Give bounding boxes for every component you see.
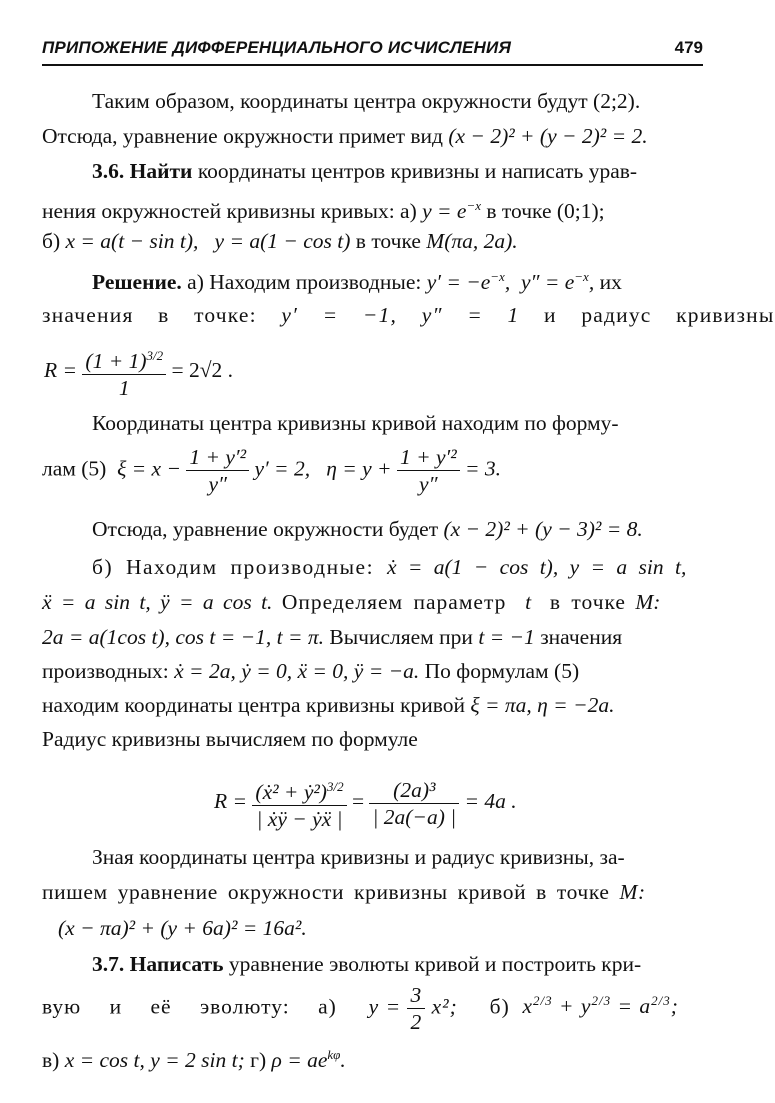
formula-part: η = y + (326, 456, 392, 481)
paragraph-text: уравнение эволюты кривой и построить кри- (228, 952, 642, 976)
formula: y′ = −e (426, 270, 491, 295)
radius-formula (214, 774, 517, 832)
header-title: ПРИПОЖЕНИЕ ДИФФЕРЕНЦИАЛЬНОГО ИСЧИСЛЕНИЯ (42, 38, 512, 57)
text-line (42, 587, 704, 617)
text-line (92, 949, 704, 979)
problem-keyword: Найти (129, 159, 193, 183)
formula: M(πa, 2a). (426, 229, 518, 253)
curvature-radius-formula (44, 343, 233, 401)
text-line (42, 877, 704, 907)
formula-part: = (351, 789, 365, 814)
formula: ẋ = 2a, ẏ = 0, ẍ = 0, ÿ = −a. (174, 659, 420, 683)
text-line (42, 226, 704, 256)
paragraph-text: Таким образом, координаты центра окружности будут (2;2). (92, 89, 641, 113)
formula: M: (635, 590, 661, 614)
problem-number: 3.6. (92, 159, 125, 183)
paragraph-text: и (544, 303, 557, 327)
paragraph-text: нения окружностей кривизны кривых: а) (42, 199, 417, 224)
paragraph-text: б) (42, 229, 61, 253)
fraction-numerator: 1 + y′² (397, 444, 460, 471)
center-formula-line (42, 444, 501, 497)
paragraph-text: Координаты центра кривизны кривой находим по форму- (92, 411, 619, 435)
paragraph-text: в точке (549, 590, 626, 614)
paragraph-text: Отсюда, уравнение окружности примет вид (42, 124, 443, 148)
text-line (58, 913, 558, 943)
formula-superscript: 3/2 (326, 779, 344, 794)
paragraph-text: а) Находим производные: (187, 270, 422, 295)
formula: y″ = e (520, 270, 575, 295)
formula: y″ = 1 (421, 303, 520, 327)
fraction-numerator: (2a)³ (369, 777, 459, 804)
running-header (42, 34, 703, 66)
fraction (369, 777, 459, 830)
formula-part: ξ = x − (117, 456, 181, 481)
paragraph-text: значения (42, 303, 134, 327)
fraction-numerator: (ẋ² + ẏ²) (255, 780, 327, 805)
formula-superscript: −x (466, 198, 482, 213)
paragraph-text: По формулам (5) (424, 659, 580, 683)
formula: M: (619, 880, 646, 904)
formula: (x − πa)² + (y + 6a)² = 16a². (58, 916, 307, 940)
paragraph-text: значения (540, 625, 623, 649)
text-line: в) x = cos t, y = 2 sin t; г) $\rho = ae^{k\varphi}$. (42, 1047, 346, 1073)
formula-part: x²; (431, 994, 458, 1019)
formula-part: y′ = 2, (254, 456, 311, 481)
formula-superscript: −x (574, 269, 589, 284)
text-line (92, 842, 704, 872)
paragraph-text: их (599, 270, 622, 295)
formula: ξ = πa, η = −2a. (470, 693, 615, 717)
formula: t (525, 590, 532, 614)
fraction (82, 343, 166, 401)
formula-superscript: 3/2 (146, 348, 164, 363)
text-line (92, 156, 704, 186)
paragraph-text: в точке (0;1); (486, 199, 605, 224)
paragraph-text: в) (42, 1048, 60, 1073)
formula-superscript: kφ (327, 1047, 341, 1062)
text-line (42, 690, 704, 720)
paragraph-text: Зная координаты центра кривизны и радиус кривизны, за- (92, 845, 625, 869)
formula: ẍ = a sin t, ÿ = a cos t. (42, 590, 273, 614)
fraction-denominator: | ẋÿ − ẏẍ | (256, 807, 343, 832)
text-line: Решение. а) Находим производные: $y' = -e^{-x}$, $y'' = e^{-x}$, их (92, 269, 622, 295)
formula: 2a = a(1cos t), cos t = −1, t = π. (42, 625, 324, 649)
fraction-numerator: 3 (407, 982, 425, 1009)
solution-keyword: Решение. (92, 270, 182, 295)
paragraph-text: Отсюда, уравнение окружности будет (92, 517, 439, 541)
fraction-denominator: y″ (419, 472, 438, 496)
fraction (407, 982, 425, 1035)
fraction-denominator: | 2a(−a) | (372, 804, 457, 829)
formula: (x − 2)² + (y − 3)² = 8. (443, 517, 643, 541)
fraction-denominator: 2 (410, 1010, 423, 1034)
paragraph-text: г) (250, 1048, 267, 1073)
formula: x = cos t, y = 2 sin t; (64, 1048, 245, 1073)
paragraph-text: в (158, 303, 170, 327)
text-line (42, 121, 704, 151)
text-line (42, 300, 775, 330)
paragraph-text: кривизны (676, 303, 775, 327)
paragraph-text: в точке (355, 229, 421, 253)
page-number: 479 (674, 38, 703, 57)
formula: y = a(1 − cos t) (214, 229, 351, 253)
paragraph-text: пишем уравнение окружности кривизны кривой в точке (42, 880, 610, 904)
problem-keyword: Написать (129, 952, 224, 976)
fraction (186, 444, 249, 497)
paragraph-text: Вычисляем при (329, 625, 473, 649)
text-line (92, 552, 704, 582)
text-line (42, 622, 704, 652)
problem-items-line (42, 982, 679, 1035)
formula: ρ = ae (271, 1048, 328, 1073)
formula: (x − 2)² + (y − 2)² = 2. (448, 124, 648, 148)
paragraph-text: б) Находим производные: (92, 555, 375, 579)
fraction-denominator: y″ (208, 472, 227, 496)
formula-superscript: −x (490, 269, 505, 284)
text-line (42, 656, 704, 686)
paragraph-text: б) (489, 994, 510, 1019)
formula-part: = 2√2 . (171, 358, 234, 383)
formula: ẋ = a(1 − cos t), y = a sin t, (386, 555, 687, 579)
text-line (92, 86, 704, 116)
fraction-numerator: 1 + y′² (186, 444, 249, 471)
formula-part: R = (44, 358, 78, 383)
paragraph-text: находим координаты центра кривизны кривой (42, 693, 466, 717)
formula-part: = 4a . (464, 789, 517, 814)
formula: x = a(t − sin t), (65, 229, 199, 253)
formula-part: y = (368, 994, 402, 1019)
paragraph-text: производных: (42, 659, 169, 683)
text-line (42, 724, 704, 754)
problem-number: 3.7. (92, 952, 125, 976)
paragraph-text: вую и её эволюту: а) (42, 994, 337, 1019)
paragraph-text: координаты центров кривизны и написать урав- (197, 159, 638, 183)
text-line (42, 191, 704, 226)
text-line (92, 408, 704, 438)
paragraph-text: точке: (194, 303, 257, 327)
paragraph-text: Определяем параметр (281, 590, 507, 614)
paragraph-text: радиус (581, 303, 652, 327)
formula: y′ = −1, (281, 303, 398, 327)
fraction (252, 774, 346, 832)
fraction (397, 444, 460, 497)
paragraph-text: Радиус кривизны вычисляем по формуле (42, 727, 418, 751)
formula-part: R = (214, 789, 248, 814)
fraction-denominator: 1 (118, 376, 130, 401)
formula: t = −1 (478, 625, 535, 649)
formula-part: = 3. (465, 456, 502, 481)
fraction-numerator: (1 + 1) (85, 349, 147, 374)
formula: y = e (422, 199, 467, 224)
formula-part: $x^{2/3} + y^{2/3} = a^{2/3}$; (522, 993, 679, 1019)
paragraph-text: лам (5) (42, 456, 107, 481)
text-line (92, 514, 704, 544)
